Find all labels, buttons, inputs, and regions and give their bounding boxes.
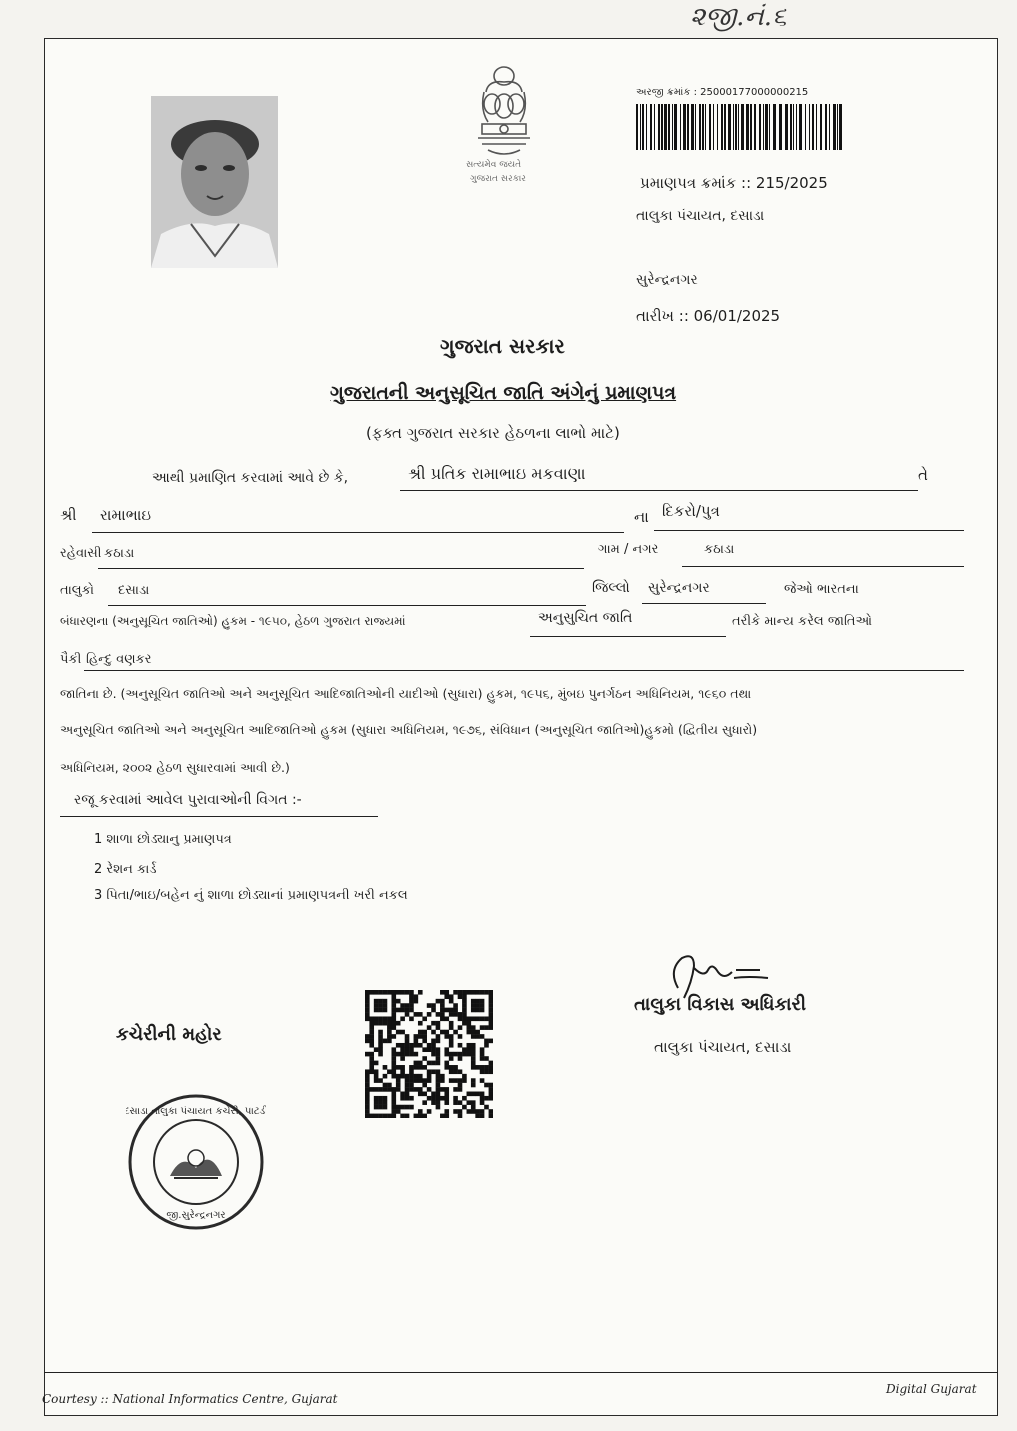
among-label: પૈકી xyxy=(60,652,82,667)
district-value: સુરેન્દ્રનગર xyxy=(648,580,710,596)
resident-label: રહેવાસી xyxy=(60,546,102,561)
certificate-number: પ્રમાણપત્ર ક્રમાંક :: 215/2025 xyxy=(640,174,828,192)
evidence-heading: રજૂ કરવામાં આવેલ પુરાવાઓની વિગત :- xyxy=(74,792,302,808)
legal-paragraph-line-3: અધિનિયમ, ૨૦૦૨ હેઠળ સુધારવામાં આવી છે.) xyxy=(60,760,290,775)
applicant-photo xyxy=(151,96,278,268)
office-round-seal xyxy=(126,1092,266,1232)
evidence-item: 1 શાળા છોડ્યાનુ પ્રમાણપત્ર xyxy=(94,832,232,847)
courtesy-text: Courtesy :: National Informatics Centre, Gujarat xyxy=(42,1392,338,1406)
name-underline xyxy=(400,490,918,491)
district: સુરેન્દ્રનગર xyxy=(636,272,698,288)
evidence-heading-underline xyxy=(60,816,378,817)
certification-text: આથી પ્રમાણિત કરવામાં આવે છે કે, xyxy=(152,470,349,486)
barcode xyxy=(636,104,844,150)
taluka-label: તાલુકો xyxy=(60,583,95,598)
te-label: તે xyxy=(918,466,928,484)
caste-name: હિન્દુ વણકર xyxy=(86,652,152,667)
caste-class-underline xyxy=(530,636,726,637)
relation-underline xyxy=(654,530,964,531)
taluka-value: દસાડા xyxy=(118,583,150,598)
office-seal-label: કચેરીની મહોર xyxy=(116,1024,222,1045)
handwritten-reference: ૨જી.નં.૬ xyxy=(690,2,787,32)
village-underline xyxy=(682,566,964,567)
evidence-item: 3 પિતા/ભાઇ/બહેન નું શાળા છોડ્યાનાં પ્રમાણપત્રની ખરી નકલ xyxy=(94,888,408,903)
caste-class: અનુસુચિત જાતિ xyxy=(538,610,633,626)
shri-label: શ્રી xyxy=(60,506,77,524)
issue-date: તારીખ :: 06/01/2025 xyxy=(636,307,781,325)
qr-code xyxy=(365,990,493,1118)
emblem-caption: સત્યમેવ જયતે xyxy=(466,160,522,170)
resident-underline xyxy=(98,568,584,569)
constitution-text: બંધારણના (અનુસૂચિત જાતિઓ) હુકમ - ૧૯૫૦, હેઠળ ગુજરાત રાજ્યમાં xyxy=(60,614,406,628)
certificate-subtitle: (ફક્ત ગુજરાત સરકાર હેઠળના લાભો માટે) xyxy=(366,424,620,442)
father-name: રામાભાઇ xyxy=(100,506,152,524)
taluka-underline xyxy=(108,605,586,606)
certificate-title: ગુજરાતની અનુસૂચિત જાતિ અંગેનું પ્રમાણપત્ર xyxy=(330,382,677,404)
seal-bottom-text: જી.સુરેન્દ્રનગર xyxy=(166,1210,226,1221)
caste-underline xyxy=(84,670,964,671)
resident-value: કઠાડા xyxy=(104,546,135,561)
na-label: ના xyxy=(634,508,649,526)
government-title: ગુજરાત સરકાર xyxy=(440,334,565,358)
application-number: અરજી ક્રમાંક : 25000177000000215 xyxy=(636,87,809,98)
village-value: કઠાડા xyxy=(704,542,735,557)
applicant-name: શ્રી પ્રતિક રામાભાઇ મકવાણા xyxy=(408,464,586,483)
footer-divider xyxy=(44,1372,998,1373)
digital-gujarat-text: Digital Gujarat xyxy=(886,1382,977,1396)
officer-title: તાલુકા વિકાસ અધિકારી xyxy=(634,994,807,1015)
emblem-caption-government: ગુજરાત સરકાર xyxy=(470,174,526,184)
whose-label: જેઓ ભારતના xyxy=(784,582,859,597)
issuing-office: તાલુકા પંચાયત, દસાડા xyxy=(636,208,765,224)
national-emblem-icon xyxy=(458,62,550,192)
evidence-item: 2 રેશન કાર્ડ xyxy=(94,862,157,877)
officer-office: તાલુકા પંચાયત, દસાડા xyxy=(654,1038,792,1056)
village-label: ગામ / નગર xyxy=(598,542,659,557)
relation: દિકરો/પુત્ર xyxy=(662,502,720,520)
district-label: જિલ્લો xyxy=(592,580,630,596)
district-underline xyxy=(642,603,766,604)
legal-paragraph-line-1: જાતિના છે. (અનુસૂચિત જાતિઓ અને અનુસૂચિત આદિજાતિઓની યાદીઓ (સુધારા) હુકમ, ૧૯૫૬, મુંબઇ પુનર્ગઠન અધિનિયમ, ૧૯૬૦ તથા xyxy=(60,686,752,701)
father-underline xyxy=(92,532,624,533)
seal-text: દસાડા તાલુકા પંચાયત કચેરી, પાટડી xyxy=(126,1106,266,1117)
recognized-label: તરીકે માન્ય કરેલ જાતિઓ xyxy=(732,614,873,629)
legal-paragraph-line-2: અનુસૂચિત જાતિઓ અને અનુસૂચિત આદિજાતિઓ હુકમ (સુધારા અધિનિયમ, ૧૯૭૬, સંવિધાન (અનુસૂચિત જાતિઓ)હુકમો (દ્વિતીય સુધારો) xyxy=(60,722,758,737)
